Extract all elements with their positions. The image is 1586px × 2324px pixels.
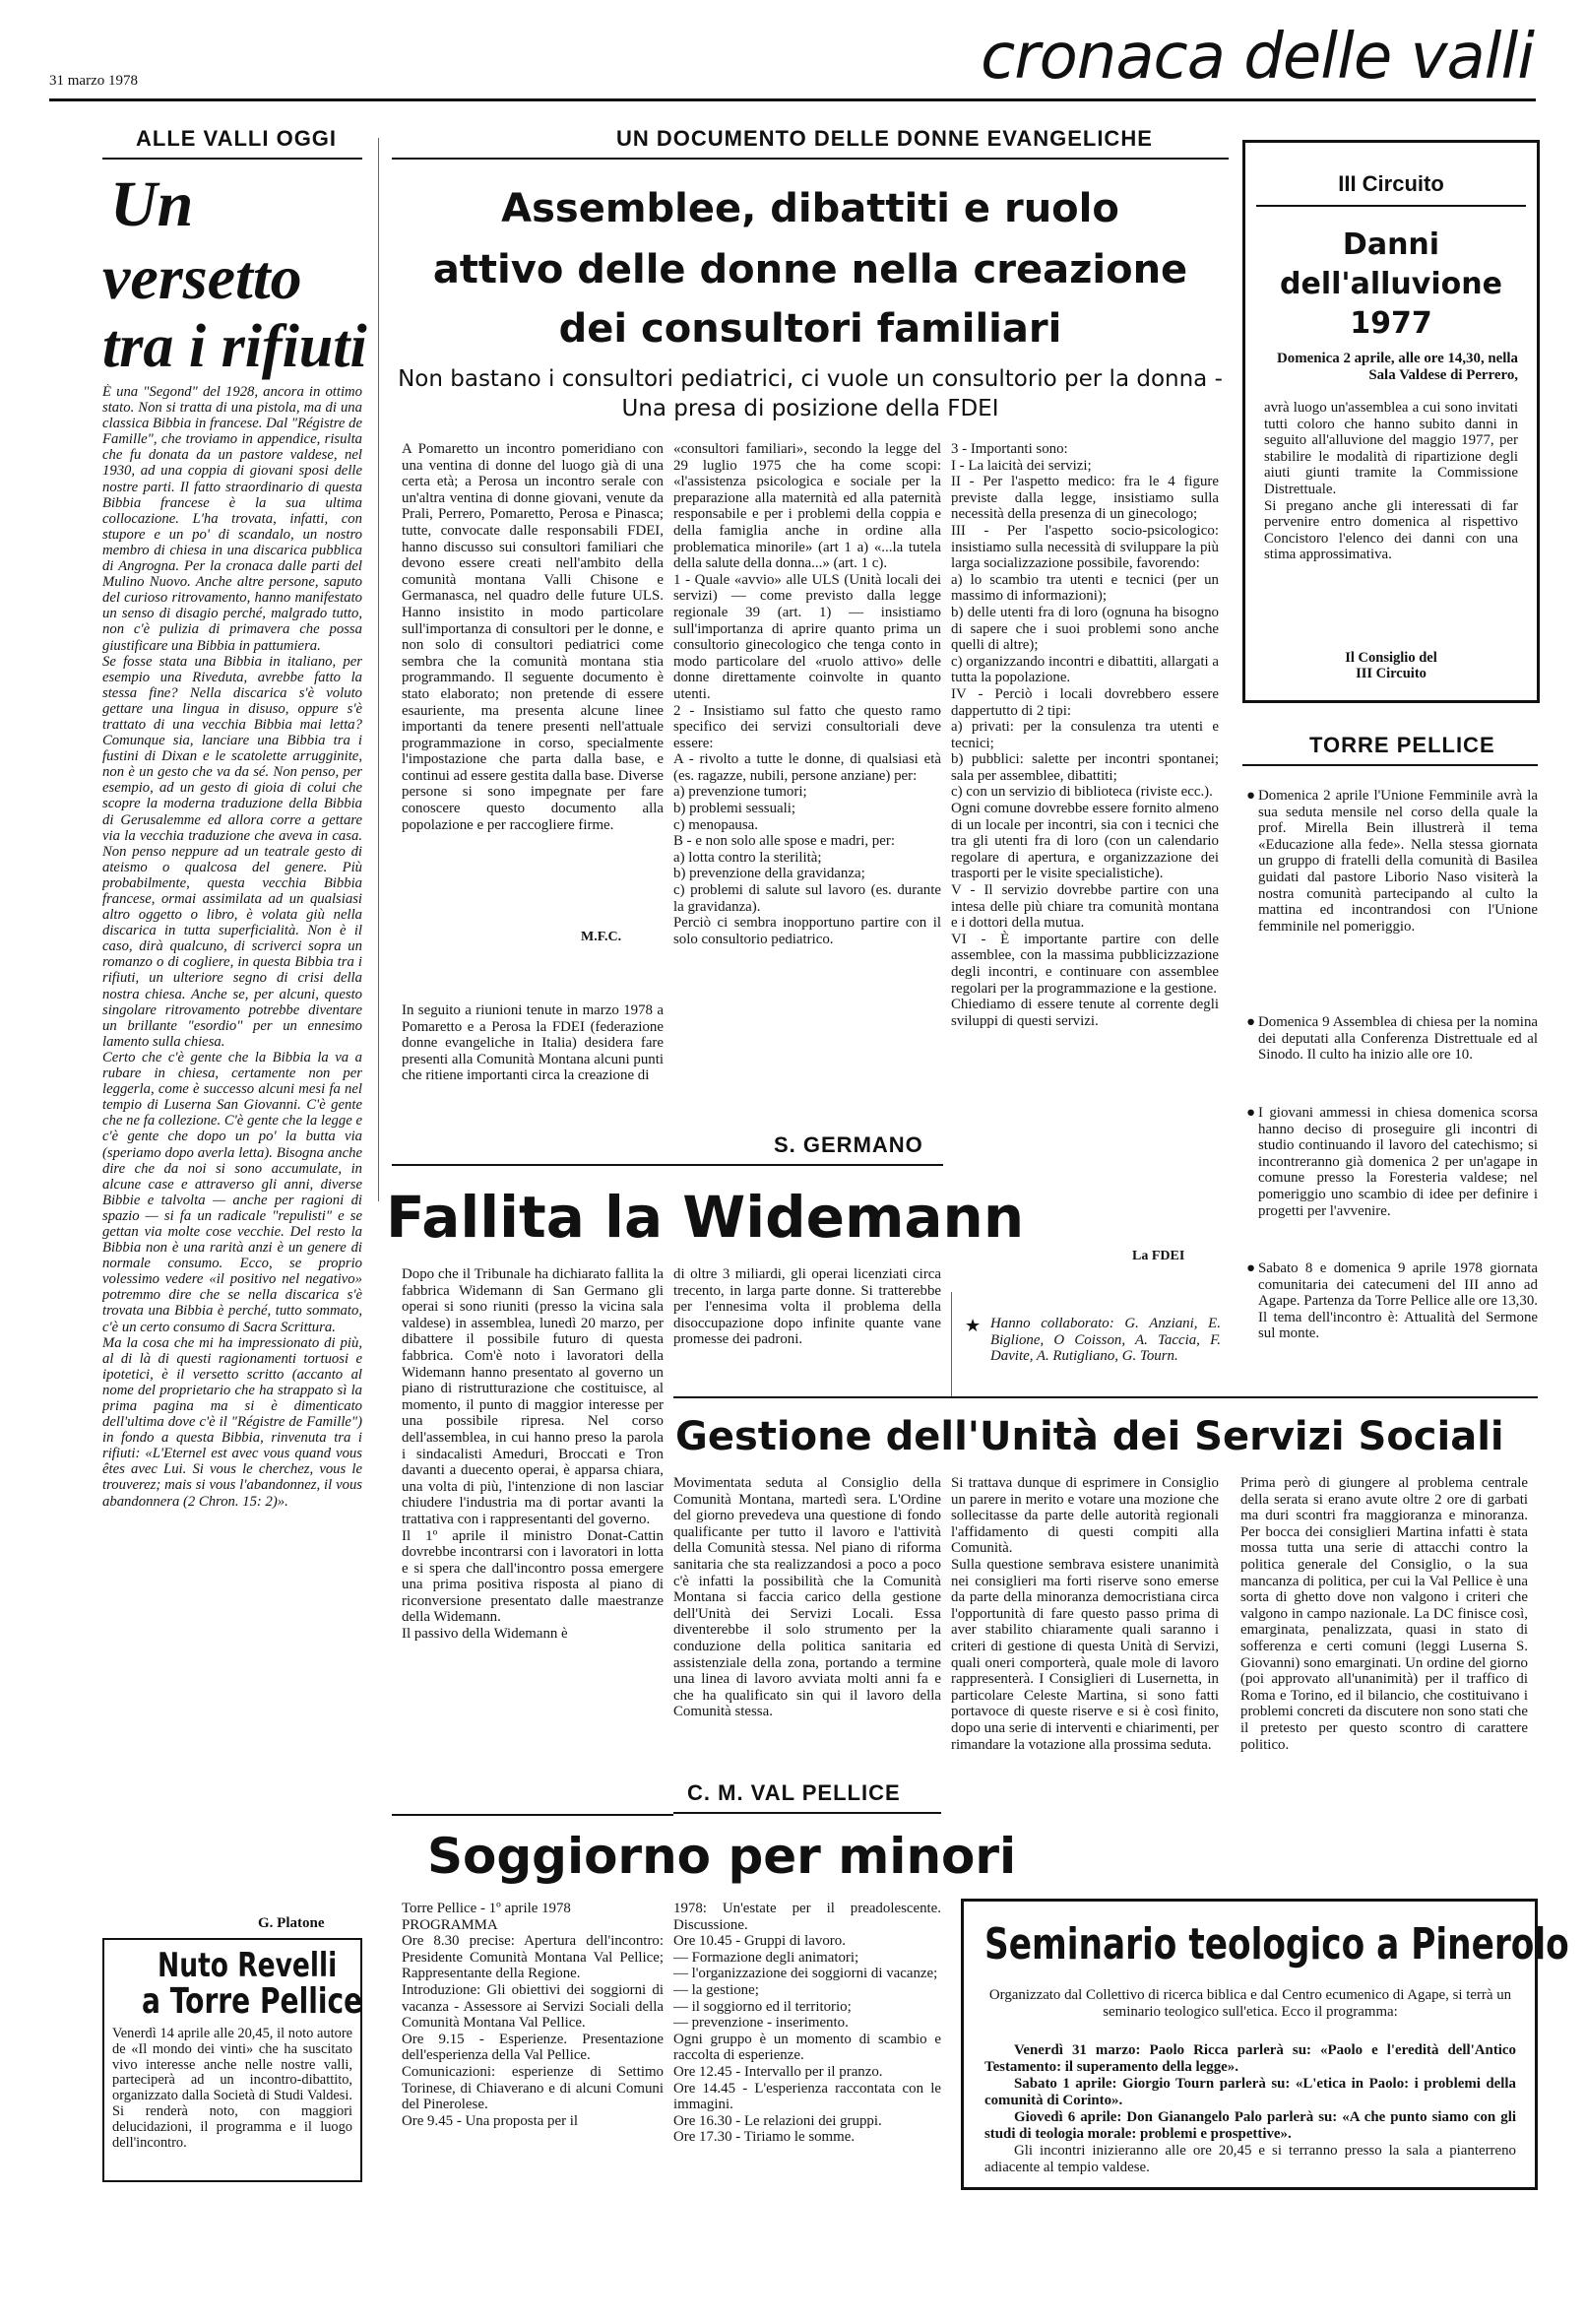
- headline-un: Un: [110, 168, 194, 240]
- credits: Hanno collaborato: G. Anziani, E. Biglione, O Coisson, A. Taccia, F. Davite, A. Rutigliano, G. Tourn.: [990, 1316, 1221, 1365]
- donne-headline-1: Assemblee, dibattiti e ruolo: [501, 186, 1119, 231]
- masthead-rule: [49, 98, 1536, 101]
- nuto-revelli-title: Nuto Revelli: [158, 1946, 338, 1985]
- torre-pellice-rule: [1242, 764, 1538, 766]
- gestione-headline: Gestione dell'Unità dei Servizi Sociali: [675, 1414, 1504, 1459]
- kicker-rule: [102, 158, 362, 160]
- circuito-body: avrà luogo un'assemblea a cui sono invitati tutti coloro che hanno subito danni in seguito all'alluvione del maggio 1977, per stabilire le modalità di ripartizione degli aiuti giunti tramite la Commissione Distrettuale. Si pregano anche gli interessati di far pervenire entro domenica al rispettivo Concistoro l'elenco dei danni con una stima approssimativa.: [1264, 400, 1518, 563]
- headline-versetto: versetto: [102, 242, 302, 312]
- s-germano-rule: [392, 1164, 943, 1166]
- nuto-revelli-subtitle: a Torre Pellice: [142, 1981, 363, 2022]
- torre-pellice-item: ● Sabato 8 e domenica 9 aprile 1978 giornata comunitaria dei catecumeni del III anno ad Agape. Partenza da Torre Pellice alle ore 13,30. Il tema dell'incontro è: Attualità del Sermone sul monte.: [1246, 1260, 1538, 1342]
- torre-pellice-item: ● Domenica 9 Assemblea di chiesa per la nomina dei deputati alla Conferenza Distrettuale ed al Sinodo. Il culto ha inizio alle ore 10.: [1246, 1014, 1538, 1064]
- widemann-col1: Dopo che il Tribunale ha dichiarato fallita la fabbrica Widemann di San Germano gli operai si sono riuniti (presso la vicina sala valdese) in assemblea, lunedì 20 marzo, per dibattere il possibile futuro di questa fabbrica. Com'è noto i lavoratori della Widemann hanno presentato al governo un piano di ristrutturazione che costituisce, al momento, il punto di maggior interesse per una possibile ripresa. Nel corso dell'assemblea, in cui hanno preso la parola i sindacalisti Ameduri, Broccati e Tron davanti a duecento operai, è apparsa chiara, una volta di più, l'intenzione di non lasciar chiudere l'industria ma di portar avanti la trattativa con i rappresentanti del governo. Il 1º aprile il ministro Donat-Cattin dovrebbe incontrarsi con i lavoratori in lotta e si spera che dall'incontro possa emergere una prima positiva risposta al piano di riconversione presentato dalle maestranze della Widemann. Il passivo della Widemann è: [402, 1266, 664, 1643]
- donne-col1-b: In seguito a riunioni tenute in marzo 1978 a Pomaretto e a Perosa la FDEI (federazione donne evangeliche in Italia) desidera fare presenti alla Comunità Montana alcuni punti che ritiene importanti circa la creazione di: [402, 1002, 664, 1084]
- gestione-top-rule: [673, 1396, 1538, 1398]
- gestione-col2: Si trattava dunque di esprimere in Consiglio un parere in merito e votare una mozione che sollecitasse da parte delle autorità regionali l'affidamento di questi compiti alla Comunità. Sulla questione sembrava esistere unanimità nei consiglieri ma forti riserve sono emerse da parte della minoranza democristiana circa l'opportunità di fare questo passo prima di aver stabilito chiaramente quali saranno i criteri di gestione di questa Unità di Servizi, quali oneri comporterà, quale mole di lavoro rappresenterà. I Consiglieri di Lusernetta, in particolare Celeste Martina, si sono fatti portavoce di queste riserve e si è così finito, dopo una serie di interventi e chiarimenti, per rimandare la votazione alla prossima seduta.: [951, 1475, 1219, 1753]
- widemann-right-rule: [951, 1292, 952, 1398]
- circuito-body-lead: Domenica 2 aprile, alle ore 14,30, nella Sala Valdese di Perrero,: [1277, 351, 1518, 383]
- circuito-rule: [1256, 205, 1526, 207]
- article-body: È una "Segond" del 1928, ancora in ottimo stato. Non si tratta di una pistola, ma di una classica Bibbia in francese. Dal "Régistre de Famille", che troviamo in appendice, risulta che fu donata da un pastore valdese, nel 1930, ad una coppia di giovani sposi delle nostre parti. Il fatto straordinario di questa Bibbia francese è la sua ultima collocazione. L'ha trovata, infatti, con stupore e un po' di scandalo, un nostro membro di chiesa in una discarica pubblica di Angrogna. Per la cronaca dalle parti del Mulino Nuovo. Anche altre persone, saputo del curioso ritrovamento, hanno manifestato un senso di disagio perché, malgrado tutto, non c'è pulizia di primavera che possa giustificare una Bibbia in pattumiera. Se fosse stata una Bibbia in italiano, per esempio una Riveduta, avrebbe fatto la stessa fine? Nella discarica s'è voluto gettare una lingua in disuso, oppure s'è trattato di una vecchia Bibbia mai letta? Comunque sia, lanciare una Bibbia tra i fustini di Dixan e le scatolette arrugginite, non è un gesto che va da sé. Non penso, per esempio, ad un gesto di gioia di colui che scopre la moderna traduzione della Bibbia di Gerusalemme ed allora corre a gettare via la vecchia traduzione che aveva in casa. Non penso neppure ad un teatrale gesto di ateismo o qualcosa del genere. Più probabilmente, questa vecchia Bibbia francese, ormai assimilata ad un qualsiasi altro oggetto o libro, è volata giù nella discarica in tutta superficialità. Non è il caso, dirà qualcuno, di scriverci sopra un romanzo o di cogliere, in questa Bibbia tra i rifiuti, un ulteriore segno di crisi della nostra chiesa. Anche se, per alcuni, questo singolare ritrovamento potrebbe diventare un brillante "esordio" per un ennesimo lamento sulla chiesa. Certo che c'è gente che la Bibbia la va a rubare in chiesa, certamente non per leggerla, come è successo alcuni mesi fa nel tempio di Luserna San Giovanni. C'è gente che ne fa collezione. C'è gente che la legge e c'è gente che dopo un po' la butta via (speriamo dopo averla letta). Bisogna anche dire che da noi si sono accumulate, in alcune case e attraverso gli anni, diverse Bibbie e talvolta — anche per ragioni di spazio — si fa un radicale "repulisti" e se gettan via molte cose vecchie. Del resto la Bibbia non è una rarità anzi è un genere di normale consumo. Ecco, se proprio volessimo vedere «il positivo nel negativo» potremmo dire che se nella discarica s'è trovata una Bibbia è perché, tutto sommato, c'è un certo consumo di Sacra Scrittura. Ma la cosa che mi ha impressionato di più, al di là di questi ragionamenti tortuosi e ipotetici, è il versetto scritto (accanto al nome del proprietario che ha strappato sì la prima pagina ma si è dimenticato dell'ultima dove c'è il "Régistre de Famille") in fondo a questa Bibbia, rinvenuta tra i rifiuti: «L'Eternel est avec vous quand vous êtes avec Lui. Si vous le cherchez, vous le trouverez; mais si vous l'abandonnez, il vous abandonnera (2 Chron. 15: 2)».: [102, 384, 362, 1510]
- gestione-col1: Movimentata seduta al Consiglio della Comunità Montana, martedì sera. L'Ordine del giorno prevedeva una questione di fondo qualificante per tutto il lavoro e l'attività della Comunità stessa. Nel piano di riforma sanitaria che sta realizzandosi a poco a poco c'è infatti la possibilità che la Comunità Montana si faccia carico della gestione dell'Unità dei Servizi Locali. Essa diventerebbe il solo strumento per la conduzione della politica sanitaria ed assistenziale della zona, portando a termine una linea di lavoro avviata molti anni fa e che ha qualificato sin qui il lavoro della Comunità stessa.: [673, 1475, 941, 1720]
- seminario-outro: Gli incontri inizieranno alle ore 20,45 e si terranno presso la sala a pianterreno adiacente al tempio valdese.: [984, 2143, 1516, 2175]
- val-pellice-rule: [673, 1812, 941, 1814]
- donne-kicker: UN DOCUMENTO DELLE DONNE EVANGELICHE: [616, 126, 1153, 151]
- section-title: cronaca delle valli: [981, 21, 1534, 94]
- soggiorno-top-rule: [392, 1814, 673, 1816]
- seminario-item: Venerdì 31 marzo: Paolo Ricca parlerà su: «Paolo e l'eredità dell'Antico Testamento: il superamento della legge».: [984, 2042, 1516, 2075]
- donne-kicker-rule: [392, 158, 1229, 160]
- article-signature: G. Platone: [258, 1915, 325, 1931]
- torre-pellice-kicker: TORRE PELLICE: [1309, 733, 1495, 757]
- circuito-headline-2: dell'alluvione: [1280, 267, 1502, 301]
- donne-headline-3: dei consultori familiari: [558, 306, 1062, 352]
- seminario-intro: Organizzato dal Collettivo di ricerca biblica e dal Centro ecumenico di Agape, si terrà un seminario teologico sull'etica. Ecco il programma:: [988, 1987, 1512, 2020]
- torre-pellice-item: ● Domenica 2 aprile l'Unione Femminile avrà la sua seduta mensile nel corso della quale la prof. Mirella Bein illustrerà il tema «Educazione alla fede». Nella stessa giornata un gruppo di fratelli della comunità di Basilea guidati dal pastore Liborio Naso visiterà la nostra comunità partecipando al culto la mattina ed incontrandosi con l'Unione femminile nel pomeriggio.: [1246, 788, 1538, 935]
- seminario-headline: Seminario teologico a Pinerolo: [984, 1919, 1569, 1969]
- seminario-item: Sabato 1 aprile: Giorgio Tourn parlerà su: «L'etica in Paolo: i problemi della comunità di Corinto».: [984, 2076, 1516, 2108]
- donne-col2: «consultori familiari», secondo la legge del 29 luglio 1975 che ha come scopi: «l'assistenza psicologica e sociale per la preparazione alla maternità ed alla paternità responsabile e per i problemi della coppia e della famiglia anche in ordine alla problematica minorile» (art 1 a) «...la tutela della salute della donna...» (art. 1 c). 1 - Quale «avvio» alle ULS (Unità locali dei servizi) — come previsto dalla legge regionale 39 (art. 1) — insistiamo sull'importanza di aprire quanto prima un consultorio ginecologico che tenga conto in modo particolare del «ruolo attivo» delle donne direttamente coinvolte in quanto utenti. 2 - Insistiamo sul fatto che questo ramo specifico dei servizi consultoriali deve essere: A - rivolto a tutte le donne, di qualsiasi età (es. ragazze, nubili, persone anziane) per: a) prevenzione tumori; b) problemi sessuali; c) menopausa. B - e non solo alle spose e madri, per: a) lotta contro la sterilità; b) prevenzione della gravidanza; c) problemi di salute sul lavoro (es. durante la gravidanza). Perciò ci sembra inopportuno partire con il solo consultorio pediatrico.: [673, 441, 941, 947]
- soggiorno-headline: Soggiorno per minori: [427, 1828, 1017, 1885]
- soggiorno-col2: 1978: Un'estate per il preadolescente. Discussione. Ore 10.45 - Gruppi di lavoro. — Formazione degli animatori; — l'organizzazione dei soggiorni di vacanze; — la gestione; — il soggiorno ed il territorio; — prevenzione - inserimento. Ogni gruppo è un momento di scambio e raccolta di esperienze. Ore 12.45 - Intervallo per il pranzo. Ore 14.45 - L'esperienza raccontata con le immagini. Ore 16.30 - Le relazioni dei gruppi. Ore 17.30 - Tiriamo le somme.: [673, 1901, 941, 2146]
- soggiorno-col1: Torre Pellice - 1º aprile 1978 PROGRAMMA Ore 8.30 precise: Apertura dell'incontro: Presidente Comunità Montana Val Pellice; Rappresentante della Regione. Introduzione: Gli obiettivi dei soggiorni di vacanza - Assessore ai Servizi Sociali della Comunità Montana Val Pellice. Ore 9.15 - Esperienze. Presentazione dell'esperienza della Val Pellice. Comunicazioni: esperienze di Settimo Torinese, di Chiaverano e di alcuni Comuni del Pinerolese. Ore 9.45 - Una proposta per il: [402, 1901, 664, 2129]
- widemann-headline: Fallita la Widemann: [386, 1184, 1025, 1251]
- circuito-signature-2: III Circuito: [1356, 666, 1427, 681]
- seminario-item: Giovedì 6 aprile: Don Gianangelo Palo parlerà su: «A che punto siamo con gli studi di teologia morale: problemi e prospettive».: [984, 2109, 1516, 2142]
- nuto-revelli-body: Venerdì 14 aprile alle 20,45, il noto autore de «Il mondo dei vinti» che ha suscitato vivo interesse anche nelle nostre valli, parteciperà ad un incontro-dibattito, organizzato dalla Società di Studi Valdesi. Si renderà noto, con maggiori delucidazioni, il programma e il luogo dell'incontro.: [112, 2027, 352, 2151]
- donne-col3: 3 - Importanti sono: I - La laicità dei servizi; II - Per l'aspetto medico: fra le 4 figure previste dalla legge, insistiamo sulla necessità della presenza di un ginecologo; III - Per l'aspetto socio-psicologico: insistiamo sulla necessità di sviluppare la più larga socializzazione possibile, favorendo: a) lo scambio tra utenti e tecnici (per un massimo di informazioni); b) delle utenti fra di loro (ognuna ha bisogno di sapere che i suoi problemi sono anche quelli di altre); c) organizzando incontri e dibattiti, allargati a tutta la popolazione. IV - Perciò i locali dovrebbero essere dappertutto di 2 tipi: a) privati: per la consulenza tra utenti e tecnici; b) pubblici: salette per incontri spontanei; sala per assemblee, dibattiti; c) con un servizio di biblioteca (riviste ecc.). Ogni comune dovrebbe essere fornito almeno di un locale per incontri, sia con i tecnici che tra gli utenti fra di loro (con un calendario regolare di apertura, e organizzazione dei trasporti per le visite specialistiche). V - Il servizio dovrebbe partire con una intesa delle più chiare tra comunità montana e i dottori della mutua. VI - È importante partire con delle assemblee, con la massima pubblicizzazione degli incontri, e continuare con assemblee regolari per la programmazione e la gestione. Chiediamo di essere tenute al corrente degli sviluppi di questi servizi.: [951, 441, 1219, 1029]
- val-pellice-kicker: C. M. VAL PELLICE: [687, 1780, 901, 1805]
- donne-subhead: Non bastano i consultori pediatrici, ci vuole un consultorio per la donna - Una presa di posizione della FDEI: [398, 366, 1223, 421]
- circuito-kicker: III Circuito: [1338, 171, 1444, 196]
- alle-valli-kicker: ALLE VALLI OGGI: [136, 126, 338, 151]
- torre-pellice-item: ● I giovani ammessi in chiesa domenica scorsa hanno deciso di proseguire gli incontri di studio continuando il lavoro del catechismo; si incontreranno già domenica 2 per un'agape in comune presso la Foresteria valdese; nel pomeriggio uno scambio di idee per definire i progetti per l'avvenire.: [1246, 1105, 1538, 1219]
- column-divider: [378, 138, 379, 1201]
- issue-date: 31 marzo 1978: [49, 73, 138, 89]
- donne-col1-signature: M.F.C.: [581, 930, 622, 944]
- torre-pellice-list: [1246, 788, 1538, 1379]
- donne-col1: A Pomaretto un incontro pomeridiano con una ventina di donne del luogo già di una certa età; a Perosa un incontro serale con un'altra ventina di donne giovani, venute da Prali, Perrero, Pomaretto, Perosa e Pinasca; tutte, convocate dalle responsabili FDEI, hanno discusso sui consultori familiari che devono essere creati nell'ambito della comunità montana Valli Chisone e Germanasca, nel quadro delle future ULS. Hanno insistito in modo particolare sull'importanza di consultori per le donne, e non solo di consultori pediatrici come sembra che la comunità montana stia programmando. Il seguente documento è stato elaborato; non pretende di essere esauriente, ma presenta alcune linee importanti da tenere presenti nell'attuale programmazione in corso, specialmente l'impostazione che parta dalla base, e continui ad essere gestita dalla base. Diverse persone si sono impegnate per fare conoscere questo documento alla popolazione e per raccogliere firme.: [402, 441, 664, 833]
- donne-headline-2: attivo delle donne nella creazione: [432, 247, 1188, 292]
- gestione-col3: Prima però di giungere al problema centrale della serata si erano avute oltre 2 ore di garbati ma duri scontri fra maggioranza e minoranza. Per bocca dei consiglieri Martina infatti è stata mossa tutta una serie di attacchi contro la politica generale del Consiglio, o la sua mancanza di politica, per cui la Val Pellice è una sorta di ghetto dove non valgono i criteri che valgono in campo nazionale. La DC finisce così, emarginata, penalizzata, quasi in stato di sofferenza e certi comuni (leggi Luserna S. Giovanni) sono emarginati. Un ordine del giorno (poi approvato all'unanimità) per il traffico di Roma e Torino, ed il bilancio, che costituivano i problemi concreti da discutere non sono stati che il pretesto per questo scontro di carattere politico.: [1240, 1475, 1528, 1753]
- s-germano-kicker: S. GERMANO: [774, 1132, 923, 1157]
- circuito-headline-1: Danni: [1342, 227, 1440, 262]
- circuito-headline-3: 1977: [1350, 306, 1432, 341]
- headline-rifiuti: tra i rifiuti: [102, 313, 367, 380]
- star-icon: ★: [965, 1316, 982, 1335]
- donne-col3-signature: La FDEI: [1132, 1249, 1185, 1263]
- widemann-col2: di oltre 3 miliardi, gli operai licenziati circa trecento, in larga parte donne. Si tratterebbe per l'ennesima volta il problema della disoccupazione dopo infinite quante vane promesse dei padroni.: [673, 1266, 941, 1348]
- circuito-signature-1: Il Consiglio del: [1345, 650, 1437, 666]
